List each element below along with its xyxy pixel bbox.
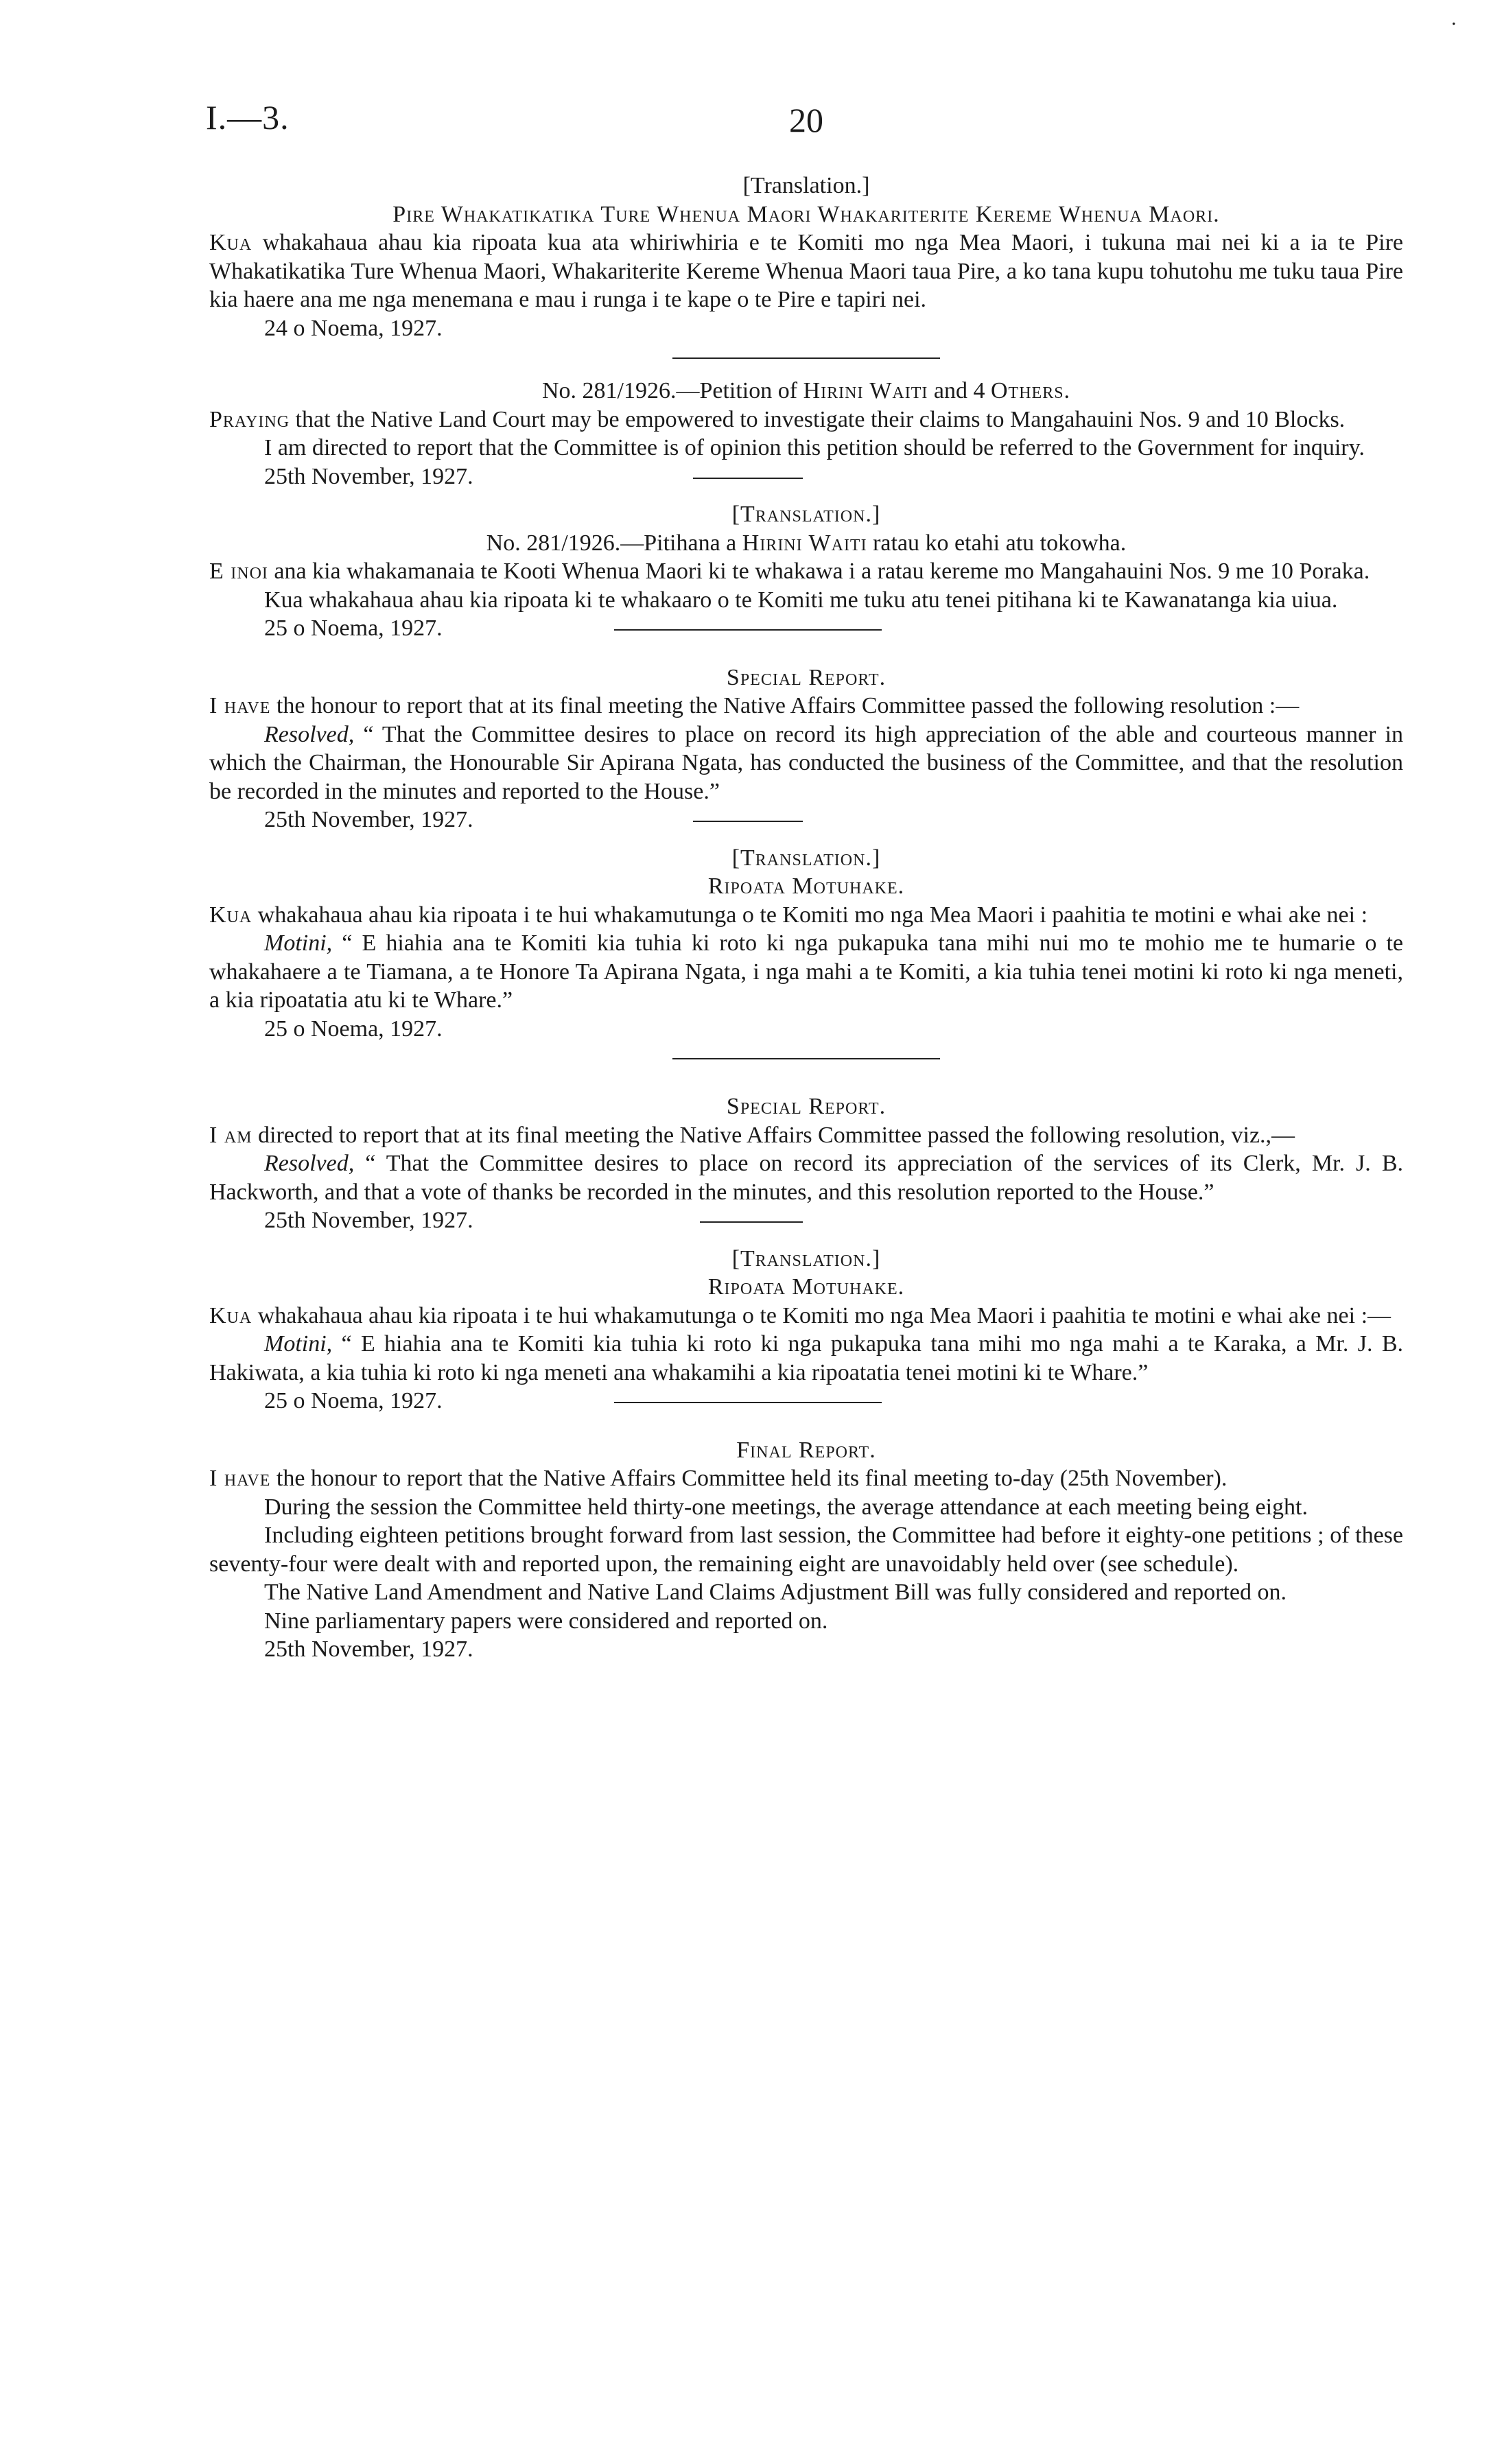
special-report-title: Special Report. (726, 664, 887, 690)
lead-word: I have (209, 693, 271, 718)
date-text: 25th November, 1927. (264, 463, 473, 489)
heading-text: No. 281/1926.—Pitihana a (486, 530, 742, 556)
motini-label: Motini, (264, 930, 333, 956)
paragraph-text: the honour to report that the Native Affairs Committee held its final meeting to-day (25th November). (270, 1466, 1228, 1491)
paragraph-text: that the Native Land Court may be empowered to investigate their claims to Mangahauini Nos. 9 and 10 Blocks. (290, 406, 1346, 432)
section-divider (672, 357, 940, 359)
final-report-papers: Nine parliamentary papers were considered and reported on. (264, 1608, 828, 1634)
translation1-date: 24 o Noema, 1927. (264, 315, 443, 341)
lead-word: Praying (209, 406, 290, 432)
petition-prayer (209, 406, 1403, 434)
heading-text: and 4 (928, 378, 991, 403)
petition-report: I am directed to report that the Committee is of opinion this petition should be referred to the Government for inquiry. (264, 435, 1365, 460)
translation-label: [Translation.] (731, 502, 881, 527)
petition-prayer-maori (209, 557, 1403, 586)
section-divider (614, 629, 882, 631)
short-divider (693, 478, 803, 479)
motini-label: Motini, (264, 1331, 333, 1357)
special-report2-intro (209, 1121, 1403, 1150)
special-report-title-maori: Ripoata Motuhake. (707, 1274, 905, 1300)
special-report1-date-line (209, 806, 1403, 834)
final-report-petitions: Including eighteen petitions brought forward from last session, the Committee had before it eighty-one petitions ; of these seventy-four were dealt with and reported upon, the remaining eight are unavoidably held over (see schedule). (209, 1523, 1403, 1577)
final-report-meetings: During the session the Committee held thirty-one meetings, the average attendance at each meeting being eight. (264, 1494, 1308, 1520)
lead-word: E inoi (209, 559, 268, 584)
section-divider (672, 1058, 940, 1059)
short-divider (700, 1221, 803, 1223)
petition-translation-date-line (209, 614, 1403, 643)
petition-report-maori: Kua whakahaua ahau kia ripoata ki te whakaaro o te Komiti me tuku atu tenei pitihana ki te Kawanatanga kia uiua. (264, 587, 1338, 613)
motion-text: “ E hiahia ana te Komiti kia tuhia ki roto ki nga pukapuka tana mihi mo nga mahi a te Karaka, a Mr. J. B. Hakiwata, a kia tuhia ki roto ki nga meneti ana whakamihi a kia ripoatatia tenei motini ki te Whare.” (209, 1331, 1403, 1385)
special-report-title: Special Report. (726, 1094, 887, 1119)
date-text: 25 o Noema, 1927. (264, 615, 443, 641)
lead-word: Kua (209, 230, 253, 255)
lead-word: Kua (209, 902, 253, 928)
lead-word: I am (209, 1122, 253, 1148)
special-report1-motion-maori (209, 929, 1403, 1015)
petitioner-name: Hirini Waiti (742, 530, 867, 556)
date-text: 25 o Noema, 1927. (264, 1388, 443, 1413)
page-number: 20 (789, 101, 823, 139)
special-report1-translation-date: 25 o Noema, 1927. (264, 1016, 443, 1042)
petition-date-line (209, 462, 1403, 491)
special-report-title-maori: Ripoata Motuhake. (707, 873, 905, 899)
heading-text: No. 281/1926.—Petition of (541, 378, 803, 403)
petitioner-name: Hirini Waiti (803, 378, 928, 403)
final-report-date: 25th November, 1927. (264, 1636, 473, 1662)
special-report1-intro-maori (209, 901, 1403, 930)
paragraph-text: the honour to report that at its final meeting the Native Affairs Committee passed the following resolution :— (270, 693, 1300, 718)
final-report-bill: The Native Land Amendment and Native Land Claims Adjustment Bill was fully considered and reported on. (264, 1580, 1287, 1605)
special-report2-date-line (209, 1206, 1403, 1235)
document-reference: I.—3. (206, 98, 290, 137)
page-content (209, 172, 1403, 1664)
heading-text: Others. (990, 378, 1071, 403)
lead-word: I have (209, 1466, 271, 1491)
petition-heading (209, 377, 1403, 406)
date-text: 25th November, 1927. (264, 807, 473, 832)
margin-mark: . (1451, 7, 1457, 30)
translation-label: [Translation.] (731, 1245, 881, 1271)
resolved-label: Resolved, (264, 1151, 355, 1176)
translation-label: [Translation.] (731, 845, 881, 871)
special-report1-resolution (209, 720, 1403, 806)
resolution-text: “ That the Committee desires to place on record its appreciation of the services of its Clerk, Mr. J. B. Hackworth, and that a vote of thanks be recorded in the minutes, and this resolution reported to the House.” (209, 1151, 1403, 1205)
translation-label: [Translation.] (742, 173, 870, 198)
lead-word: Kua (209, 1302, 253, 1328)
date-text: 25th November, 1927. (264, 1208, 473, 1233)
final-report-title: Final Report. (736, 1437, 876, 1463)
paragraph-text: whakahaua ahau kia ripoata i te hui whakamutunga o te Komiti mo nga Mea Maori i paahitia te motini e whai ake nei :— (252, 1302, 1392, 1328)
paragraph-text: whakahaua ahau kia ripoata kua ata whiriwhiria e te Komiti mo nga Mea Maori, i tukuna mai nei ki a ia te Pire Whakatikatika Ture Whenua Maori, Whakariterite Kereme Whenua Maori taua Pire, a ko tana kupu tohutohu me tuku taua Pire kia haere ana me nga menemana e mau i runga i te kape o te Pire e tapiri nei. (209, 230, 1403, 312)
special-report2-motion-maori (209, 1330, 1403, 1387)
bill-title-maori: Pire Whakatikatika Ture Whenua Maori Whakariterite Kereme Whenua Maori. (392, 201, 1220, 227)
special-report1-intro (209, 692, 1403, 720)
special-report2-translation-date-line (209, 1387, 1403, 1416)
motion-text: “ E hiahia ana te Komiti kia tuhia ki roto ki nga pukapuka tana mihi nui mo te mohio me te humarie o te whakahaere a te Tiamana, a te Honore Ta Apirana Ngata, i nga mahi a te Komiti, a kia tuhia tenei motini ki roto ki nga meneti, a kia ripoatatia atu ki te Whare.” (209, 930, 1403, 1013)
section-divider (614, 1402, 882, 1403)
paragraph-text: ana kia whakamanaia te Kooti Whenua Maori ki te whakawa i a ratau kereme mo Mangahauini Nos. 9 me 10 Poraka. (268, 559, 1370, 584)
resolved-label: Resolved, (264, 721, 355, 747)
paragraph-text: directed to report that at its final meeting the Native Affairs Committee passed the following resolution, viz.,— (252, 1122, 1295, 1148)
petition-heading-maori (209, 529, 1403, 558)
short-divider (693, 821, 803, 822)
resolution-text: “ That the Committee desires to place on record its high appreciation of the able and courteous manner in which the Chairman, the Honourable Sir Apirana Ngata, has conducted the business of the Committee, and that the resolution be recorded in the minutes and reported to the House.” (209, 721, 1403, 804)
translation1-paragraph (209, 228, 1403, 314)
paragraph-text: whakahaua ahau kia ripoata i te hui whakamutunga o te Komiti mo nga Mea Maori i paahitia te motini e whai ake nei : (252, 902, 1368, 928)
final-report-intro (209, 1464, 1403, 1493)
special-report2-intro-maori (209, 1302, 1403, 1330)
heading-text: ratau ko etahi atu tokowha. (867, 530, 1127, 556)
special-report2-resolution (209, 1149, 1403, 1206)
